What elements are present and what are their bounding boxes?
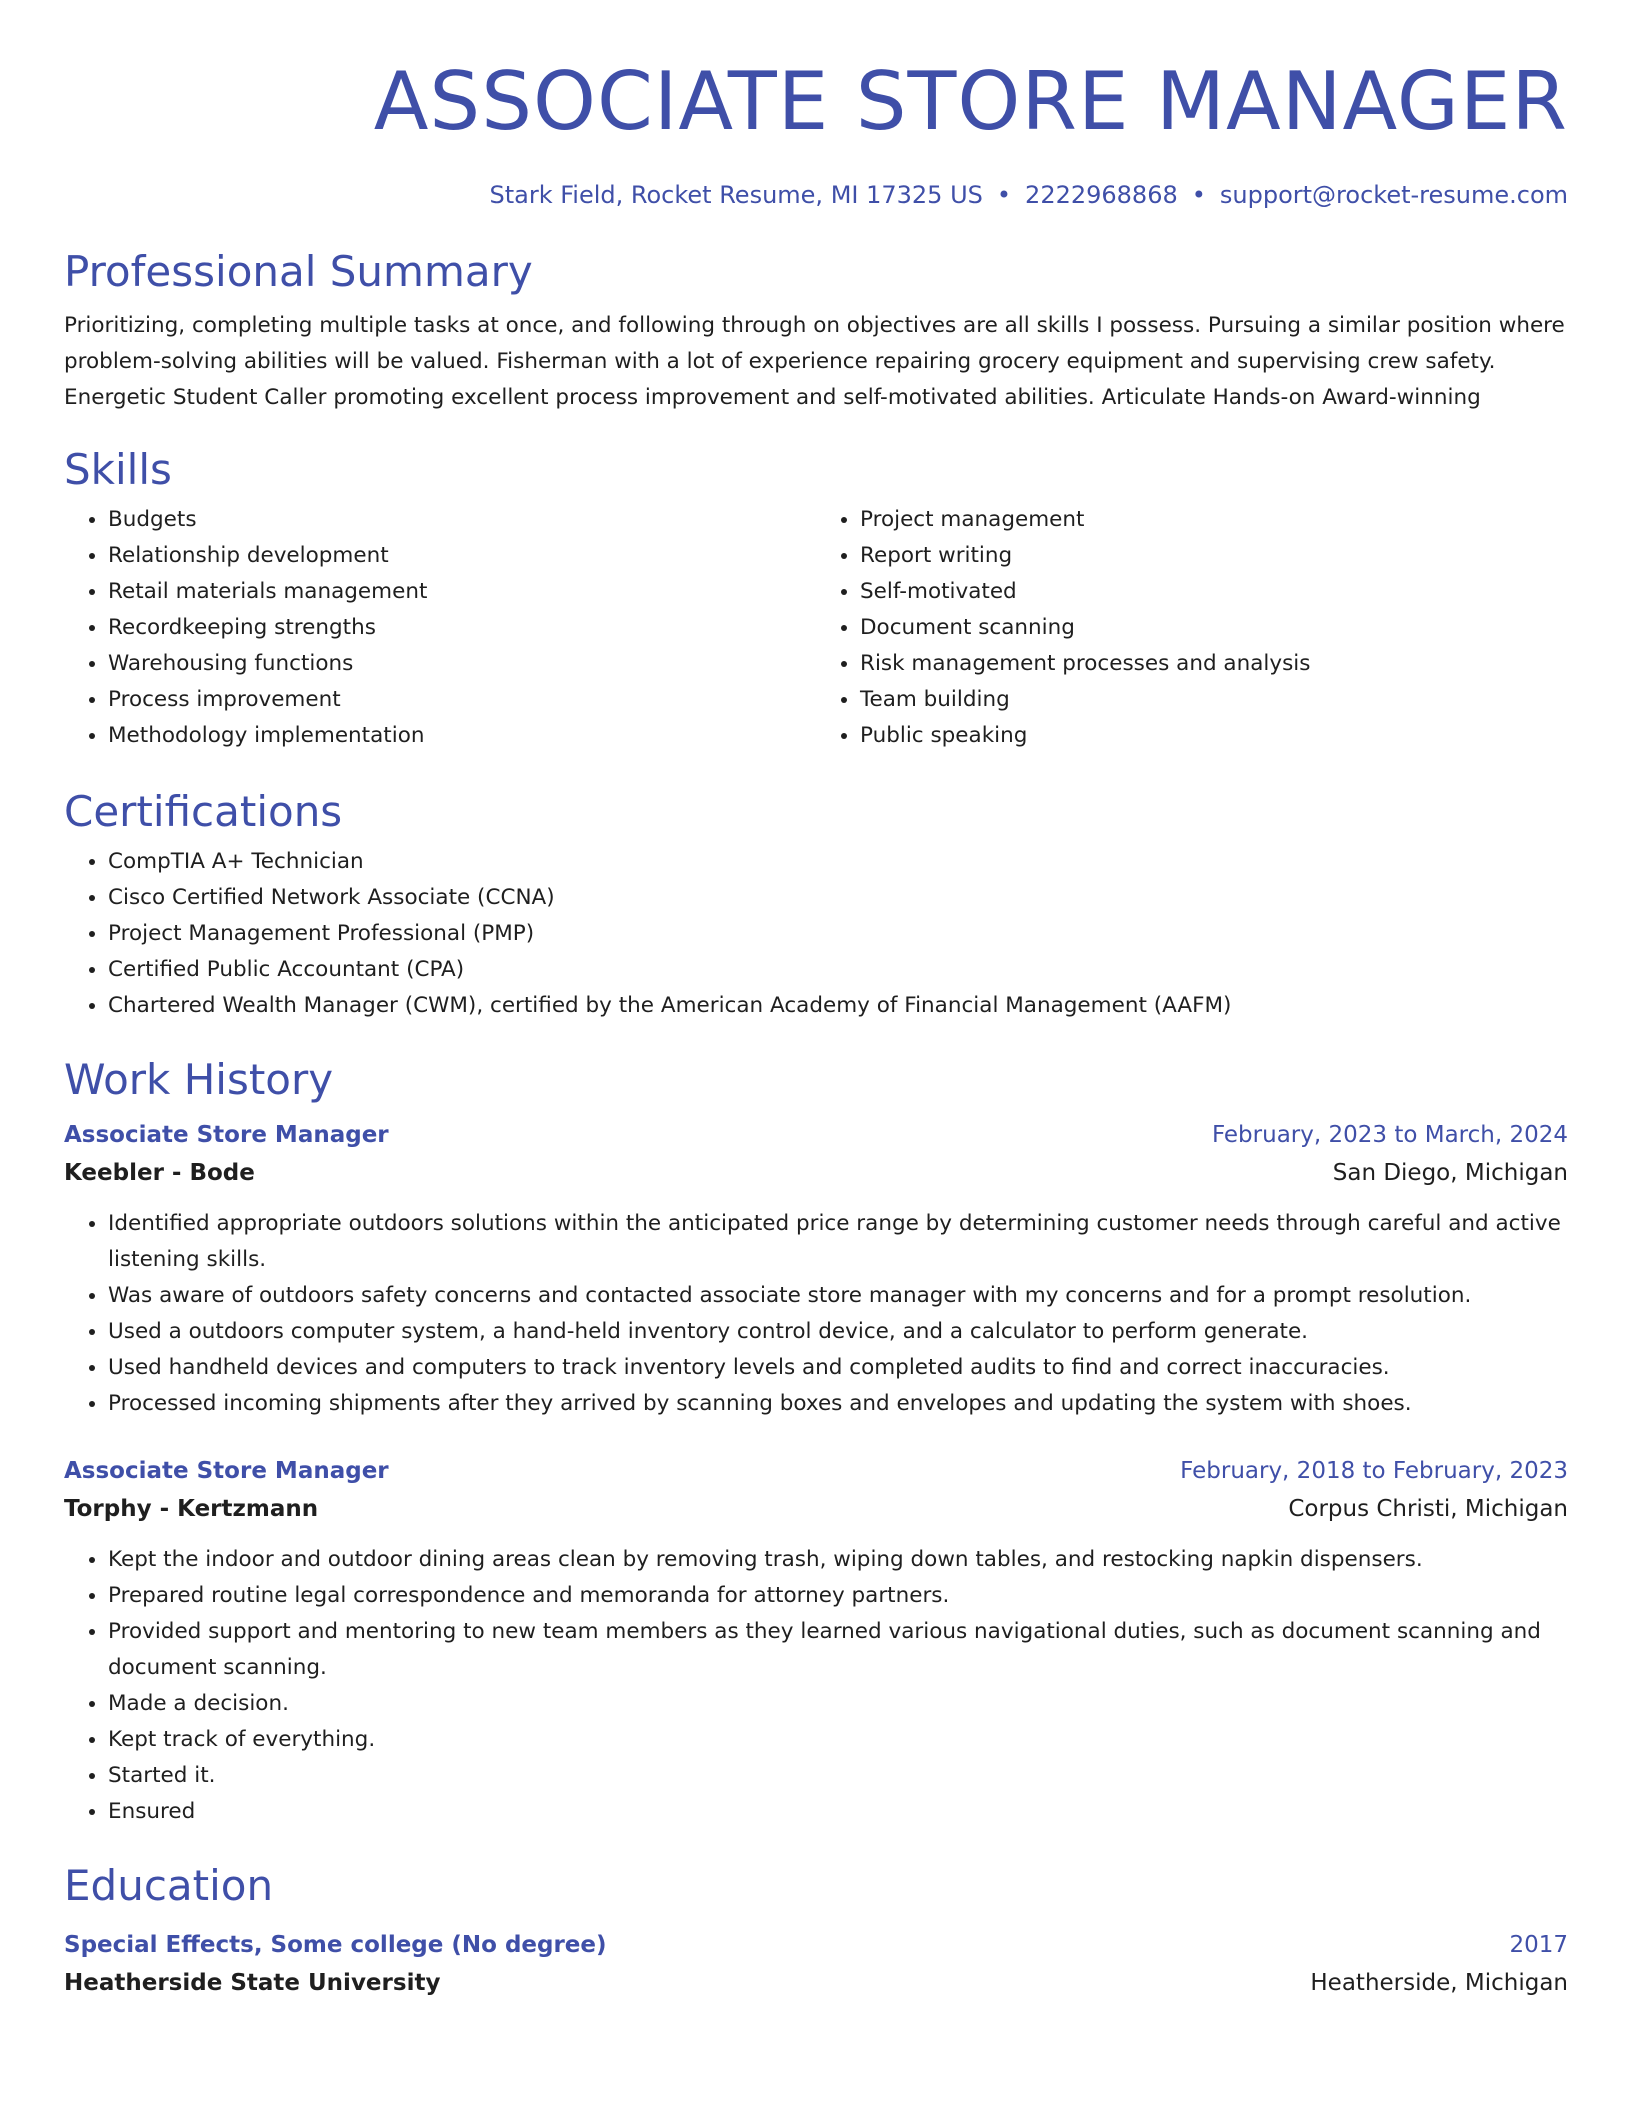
job-entry [64,1116,1568,1422]
skill-item: • Retail materials management [108,574,816,610]
job-duty-item: • Kept the indoor and outdoor dining areas clean by removing trash, wiping down tables, and restocking napkin dispensers. [108,1542,1568,1578]
certification-item: • Project Management Professional (PMP) [108,916,1568,952]
section-title-education: Education [64,1861,274,1910]
job-duty-item: • Processed incoming shipments after they arrived by scanning boxes and envelopes and updating the system with shoes. [108,1386,1568,1422]
contact-separator: • [1191,181,1206,209]
education-school: Heatherside State University [64,1970,441,1996]
email[interactable]: support@rocket-resume.com [1219,181,1568,209]
skill-item: • Risk management processes and analysis [860,646,1568,682]
job-duties-list [64,1542,1568,1830]
job-company: Torphy - Kertzmann [64,1496,319,1522]
job-dates: February, 2023 to March, 2024 [1211,1122,1568,1148]
skill-item: • Public speaking [860,718,1568,754]
section-title-certifications: Certifications [64,787,343,836]
job-header-row [64,1116,1568,1154]
job-duty-item: • Used a outdoors computer system, a hand-held inventory control device, and a calculator to perform generate. [108,1314,1568,1350]
skill-item: • Team building [860,682,1568,718]
resume-title: ASSOCIATE STORE MANAGER [373,55,1568,148]
skills-columns [64,502,1568,754]
skill-item: • Recordkeeping strengths [108,610,816,646]
job-location: San Diego, Michigan [1332,1160,1568,1186]
education-header-row [64,1926,1568,1964]
summary-section [64,246,1568,416]
job-duty-item: • Started it. [108,1758,1568,1794]
job-company-row [64,1490,1568,1528]
address: Stark Field, Rocket Resume, MI 17325 US [489,181,983,209]
skill-item: • Warehousing functions [108,646,816,682]
job-duty-item: • Was aware of outdoors safety concerns and contacted associate store manager with my concerns and for a prompt resolution. [108,1278,1568,1314]
section-title-work-history: Work History [64,1055,334,1104]
resume-header [64,56,1568,210]
job-header-row [64,1452,1568,1490]
skills-section [64,444,1568,754]
skills-list-left [64,502,816,754]
skill-item: • Relationship development [108,538,816,574]
education-section [64,1860,1568,2002]
job-role: Associate Store Manager [64,1458,389,1484]
section-title-summary: Professional Summary [64,247,533,296]
education-entry [64,1926,1568,2002]
skill-item: • Process improvement [108,682,816,718]
job-duty-item: • Identified appropriate outdoors solutions within the anticipated price range by determining customer needs through careful and active listening skills. [108,1206,1568,1278]
skill-item: • Budgets [108,502,816,538]
contact-line [64,180,1568,210]
job-dates: February, 2018 to February, 2023 [1180,1458,1568,1484]
certifications-list [64,844,1568,1024]
summary-text: Prioritizing, completing multiple tasks at once, and following through on objectives are all skills I possess. Pursuing a similar position where problem-solving abilities will be valued. Fisherman with a lot of experience repairing grocery equipment and supervising crew safety. Energetic Student Caller promoting excellent process improvement and self-motivated abilities. Articulate Hands-on Award-winning [64,313,1565,410]
job-duty-item: • Made a decision. [108,1686,1568,1722]
job-company: Keebler - Bode [64,1160,255,1186]
certifications-section [64,786,1568,1024]
section-title-skills: Skills [64,445,172,494]
certification-item: • CompTIA A+ Technician [108,844,1568,880]
skill-item: • Document scanning [860,610,1568,646]
certification-item: • Certified Public Accountant (CPA) [108,952,1568,988]
skill-item: • Self-motivated [860,574,1568,610]
skill-item: • Methodology implementation [108,718,816,754]
job-entry [64,1452,1568,1830]
job-company-row [64,1154,1568,1192]
certification-item: • Chartered Wealth Manager (CWM), certified by the American Academy of Financial Management (AAFM) [108,988,1568,1024]
job-location: Corpus Christi, Michigan [1288,1496,1568,1522]
contact-separator: • [996,181,1012,209]
education-year: 2017 [1509,1932,1568,1958]
job-duties-list [64,1206,1568,1422]
job-duty-item: • Ensured [108,1794,1568,1830]
job-role: Associate Store Manager [64,1122,389,1148]
certification-item: • Cisco Certified Network Associate (CCNA) [108,880,1568,916]
skill-item: • Project management [860,502,1568,538]
job-duty-item: • Prepared routine legal correspondence and memoranda for attorney partners. [108,1578,1568,1614]
skill-item: • Report writing [860,538,1568,574]
skills-list-right [816,502,1568,754]
education-degree: Special Effects, Some college (No degree) [64,1932,607,1958]
job-duty-item: • Used handheld devices and computers to track inventory levels and completed audits to find and correct inaccuracies. [108,1350,1568,1386]
education-location: Heatherside, Michigan [1310,1970,1568,1996]
work-history-section [64,1054,1568,1830]
job-duty-item: • Kept track of everything. [108,1722,1568,1758]
job-duty-item: • Provided support and mentoring to new team members as they learned various navigational duties, such as document scanning and document scanning. [108,1614,1568,1686]
phone[interactable]: 2222968868 [1025,181,1178,209]
education-school-row [64,1964,1568,2002]
